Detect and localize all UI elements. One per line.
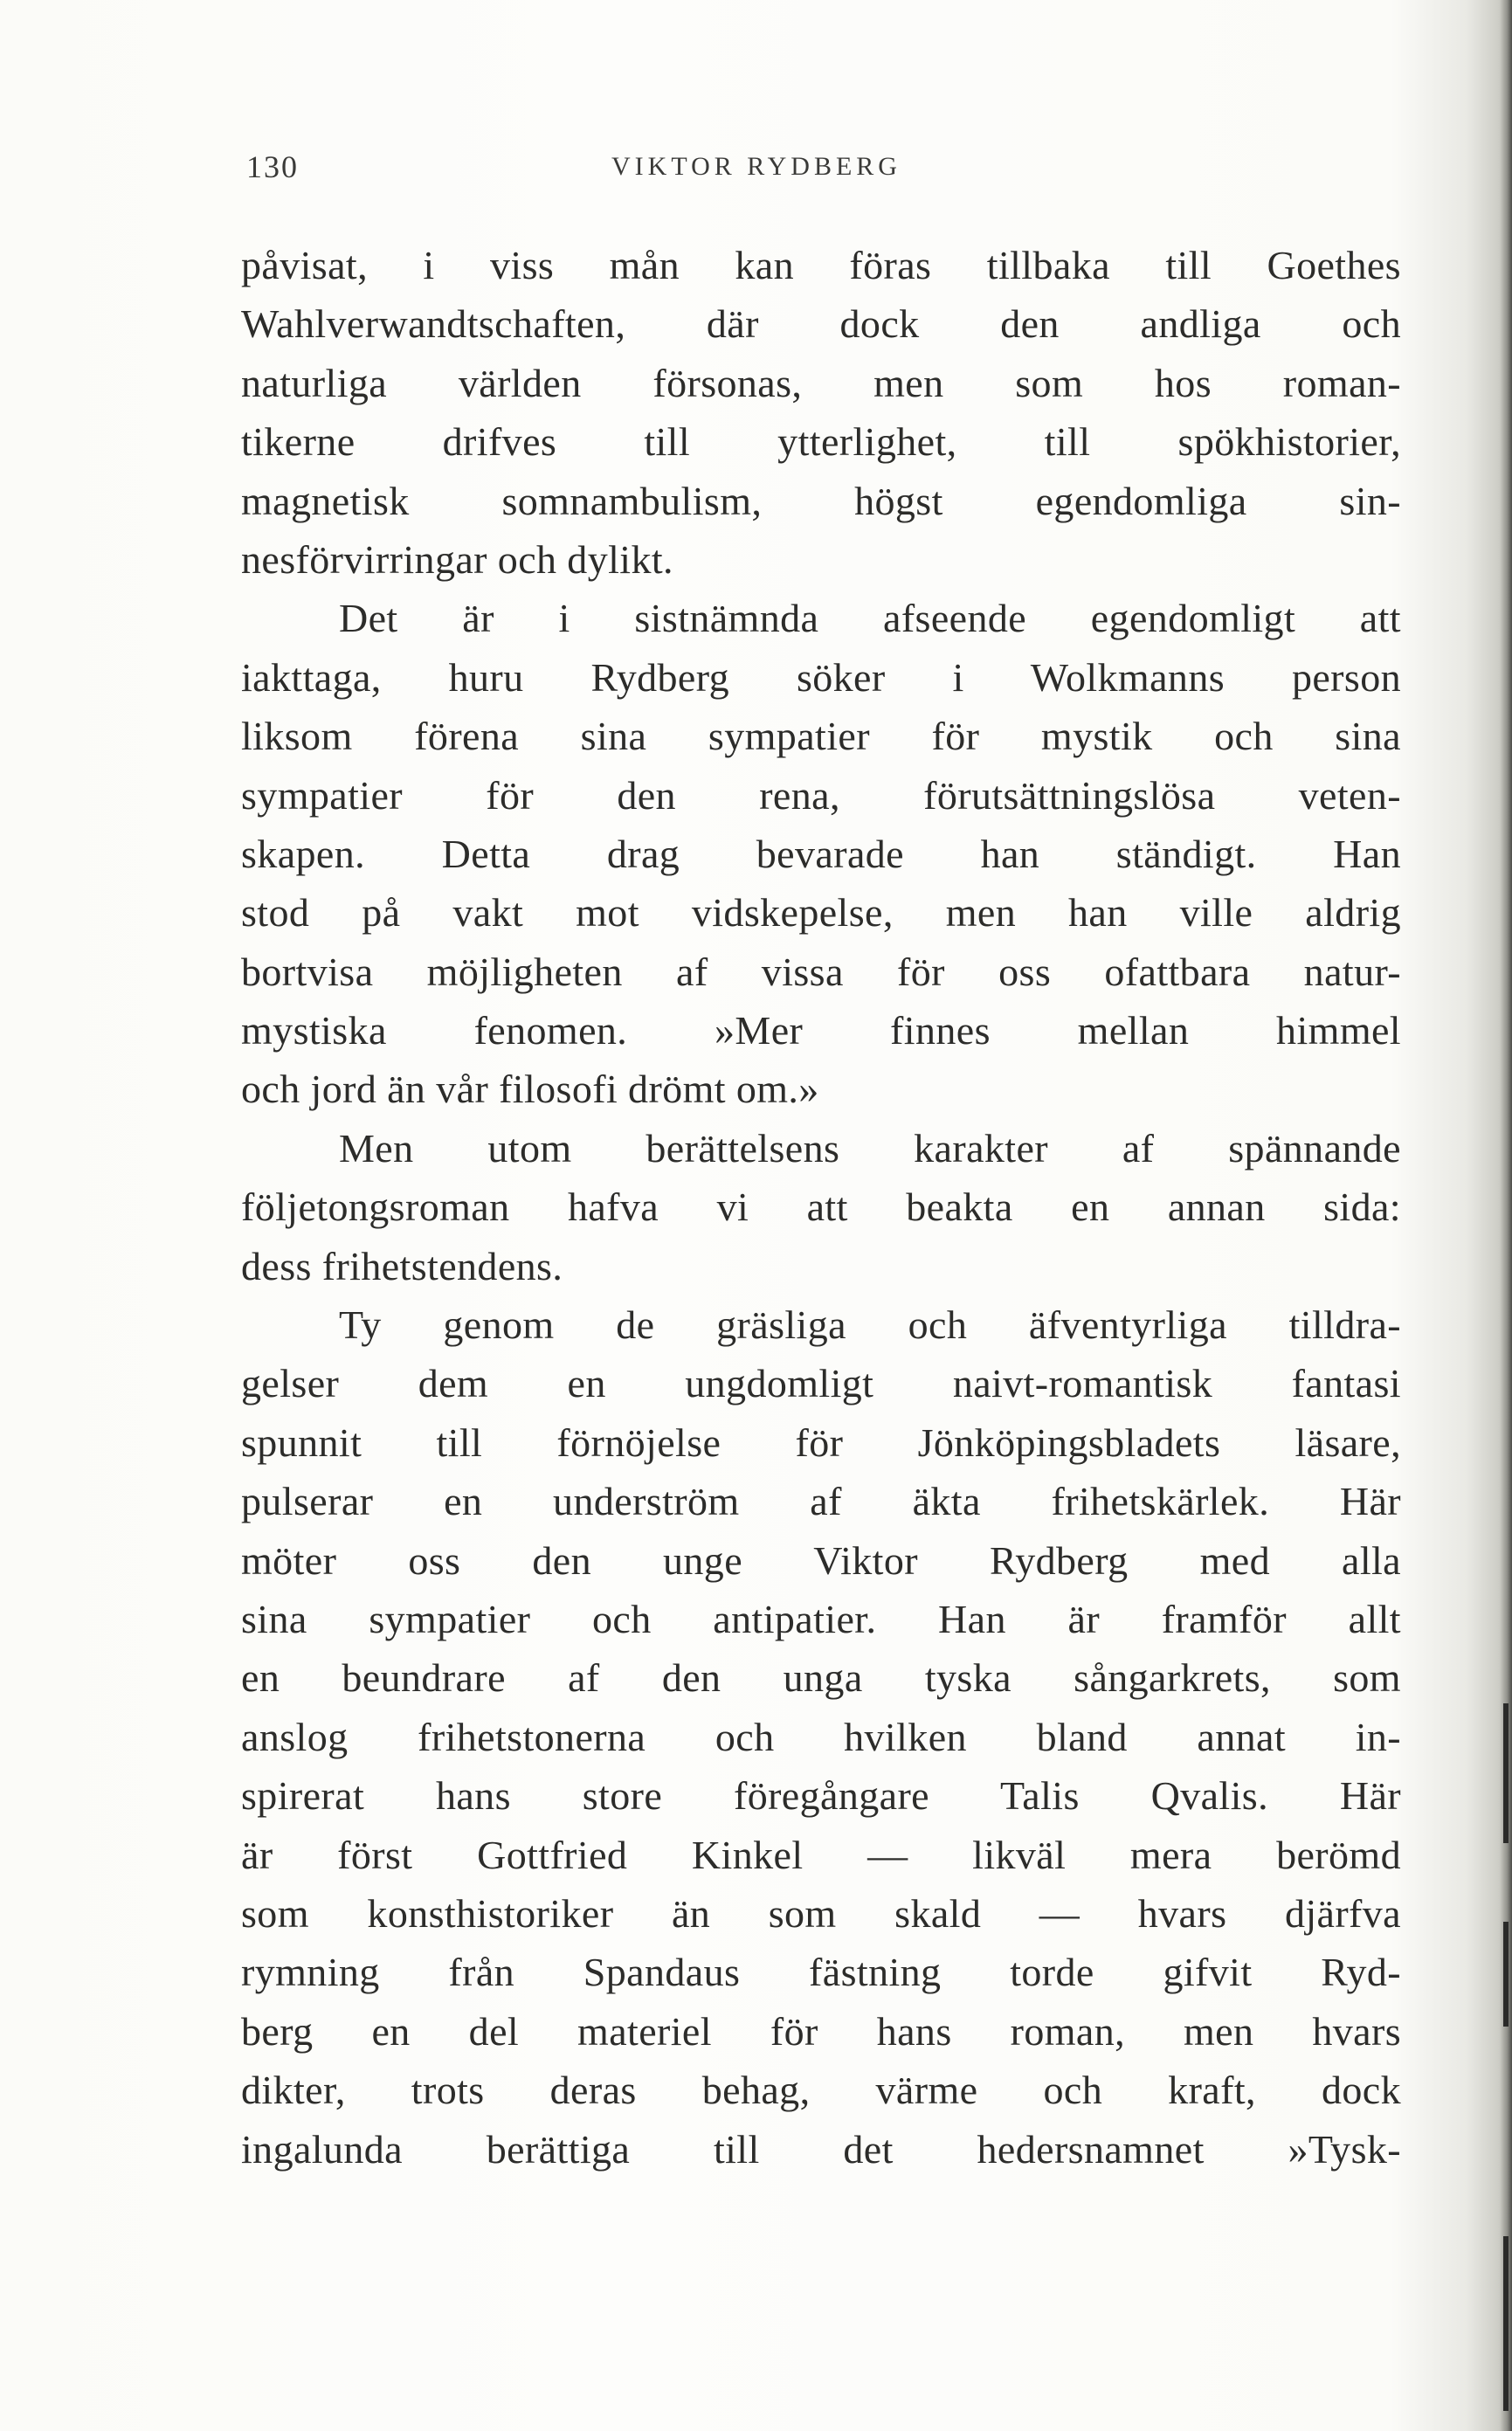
text-line: möter oss den unge Viktor Rydberg med alla [241, 1537, 1401, 1583]
text-line: och jord än vår filosofi drömt om.» [241, 1067, 819, 1112]
body-text [241, 236, 1401, 2179]
text-line: berg en del materiel för hans roman, men hvars [241, 2008, 1401, 2054]
text-line: är först Gottfried Kinkel — likväl mera berömd [241, 1832, 1401, 1877]
text-line: en beundrare af den unga tyska sångarkrets, som [241, 1655, 1401, 1701]
text-line: Wahlverwandtschaften, där dock den andliga och [241, 301, 1401, 347]
text-line: dikter, trots deras behag, värme och kraft, dock [241, 2068, 1401, 2113]
text-line: pulserar en underström af äkta frihetskärlek. Här [241, 1479, 1401, 1524]
text-line: följetongsroman hafva vi att beakta en annan sida: [241, 1184, 1401, 1230]
page-edge-mark [1503, 2236, 1509, 2411]
text-line: sina sympatier och antipatier. Han är framför allt [241, 1596, 1401, 1641]
running-head: VIKTOR RYDBERG [611, 152, 901, 181]
text-line: bortvisa möjligheten af vissa för oss ofattbara natur- [241, 949, 1401, 994]
text-line: naturliga världen försonas, men som hos roman- [241, 360, 1401, 405]
page-header [246, 148, 1396, 201]
text-line: liksom förena sina sympatier för mystik och sina [241, 714, 1401, 759]
text-line: dess frihetstendens. [241, 1243, 563, 1288]
text-line: spirerat hans store föregångare Talis Qvalis. Här [241, 1773, 1401, 1819]
text-line: Ty genom de gräsliga och äfventyrliga tilldra- [339, 1302, 1401, 1348]
page-edge-mark [1503, 1703, 1509, 1843]
text-line: gelser dem en ungdomligt naivt-romantisk fantasi [241, 1361, 1401, 1406]
text-line: påvisat, i viss mån kan föras tillbaka till Goethes [241, 243, 1401, 287]
text-line: Men utom berättelsens karakter af spännande [339, 1125, 1401, 1171]
page-number: 130 [246, 149, 299, 184]
text-line: anslog frihetstonerna och hvilken bland annat in- [241, 1714, 1401, 1759]
text-line: sympatier för den rena, förutsättningslösa veten- [241, 772, 1401, 818]
page-edge-mark [1503, 1922, 1509, 2027]
text-line: tikerne drifves till ytterlighet, till spökhistorier, [241, 419, 1401, 465]
text-line: Det är i sistnämnda afseende egendomligt att [339, 596, 1401, 641]
text-line: som konsthistoriker än som skald — hvars djärfva [241, 1890, 1401, 1936]
text-line: skapen. Detta drag bevarade han ständigt. Han [241, 831, 1401, 876]
text-line: magnetisk somnambulism, högst egendomliga sin- [241, 478, 1401, 523]
text-line: spunnit till förnöjelse för Jönköpingsbladets läsare, [241, 1419, 1401, 1465]
text-line: stod på vakt mot vidskepelse, men han ville aldrig [241, 890, 1401, 936]
text-line: mystiska fenomen. »Mer finnes mellan himmel [241, 1008, 1401, 1053]
text-line: rymning från Spandaus fästning torde gifvit Ryd- [241, 1950, 1401, 1995]
text-line: ingalunda berättiga till det hedersnamnet »Tysk- [241, 2126, 1401, 2172]
page-edge-shadow [1500, 0, 1512, 2431]
text-line: nesförvirringar och dylikt. [241, 536, 673, 582]
text-line: iakttaga, huru Rydberg söker i Wolkmanns person [241, 654, 1401, 700]
